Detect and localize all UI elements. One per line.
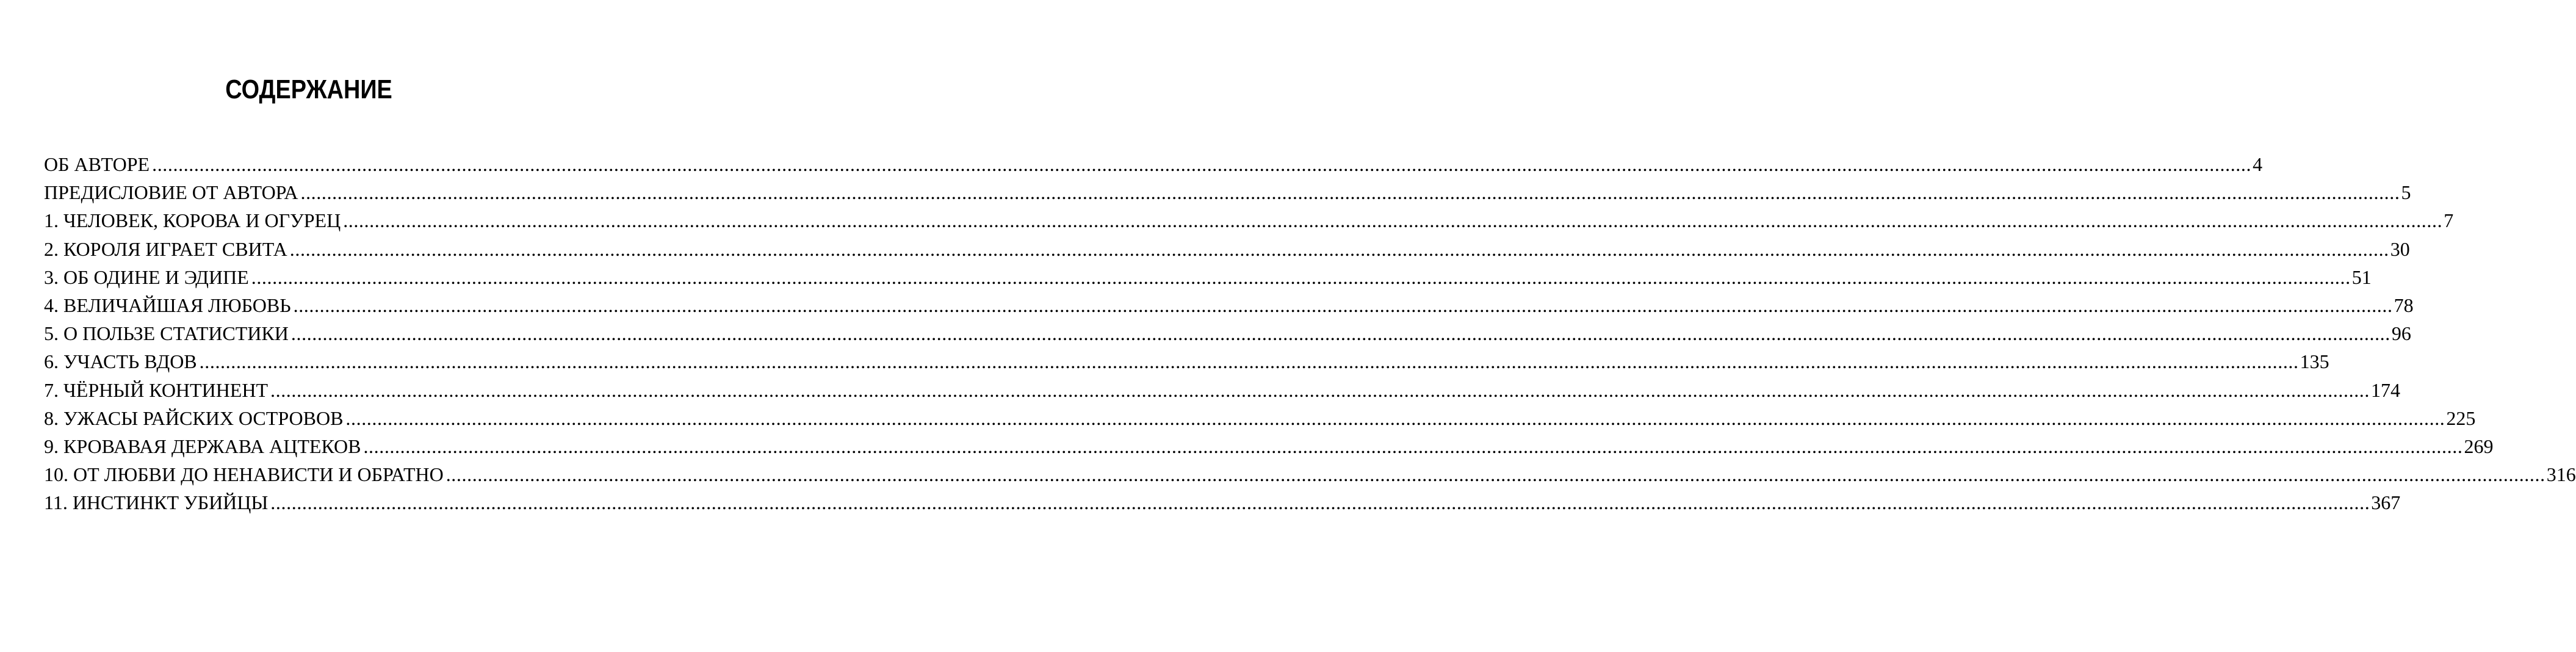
toc-entry-title: ПРЕДИСЛОВИЕ ОТ АВТОРА [44,181,298,204]
toc-entry-page-number: 7 [2444,209,2454,232]
toc-entry[interactable] [44,178,2411,206]
dot-leader: ................................................................................................................................................................................................................................................................................................................................................................................................................ [363,435,2463,457]
toc-entry[interactable] [44,376,2400,404]
toc-entry[interactable] [44,460,2576,488]
toc-entry-page-number: 96 [2391,322,2411,345]
toc-entry[interactable] [44,432,2494,460]
toc-entry-page-number: 367 [2371,491,2401,514]
toc-entry-page-number: 4 [2253,153,2263,175]
toc-entry-title: 3. ОБ ОДИНЕ И ЭДИПЕ [44,266,249,288]
toc-entry[interactable] [44,235,2410,263]
toc-entry-title: 10. ОТ ЛЮБВИ ДО НЕНАВИСТИ И ОБРАТНО [44,463,444,486]
dot-leader: ................................................................................................................................................................................................................................................................................................................................................................................................................ [152,153,2252,175]
dot-leader: ................................................................................................................................................................................................................................................................................................................................................................................................................ [343,209,2443,232]
toc-entry[interactable] [44,150,2263,178]
toc-entry-page-number: 174 [2371,379,2400,401]
toc-entry-title: 6. УЧАСТЬ ВДОВ [44,350,197,373]
toc-entry-page-number: 269 [2464,435,2494,457]
toc-entry-title: 1. ЧЕЛОВЕК, КОРОВА И ОГУРЕЦ [44,209,341,232]
toc-entry[interactable] [44,319,2411,347]
dot-leader: ................................................................................................................................................................................................................................................................................................................................................................................................................ [289,237,2389,260]
toc-entry[interactable] [44,291,2414,319]
toc-entry[interactable] [44,263,2372,291]
toc-entry-title: 7. ЧЁРНЫЙ КОНТИНЕНТ [44,379,268,401]
toc-entry[interactable] [44,488,2401,516]
toc-entry-title: 4. ВЕЛИЧАЙШАЯ ЛЮБОВЬ [44,294,291,316]
toc-entry-page-number: 5 [2401,181,2411,204]
toc-entry-page-number: 316 [2546,463,2576,486]
toc-entry-title: 9. КРОВАВАЯ ДЕРЖАВА АЦТЕКОВ [44,435,361,457]
toc-entry-title: 11. ИНСТИНКТ УБИЙЦЫ [44,491,269,514]
toc-entry-page-number: 135 [2300,350,2329,373]
dot-leader: ................................................................................................................................................................................................................................................................................................................................................................................................................ [290,322,2390,345]
toc-entry[interactable] [44,347,2329,375]
dot-leader: ................................................................................................................................................................................................................................................................................................................................................................................................................ [293,294,2393,316]
toc-entry-title: ОБ АВТОРЕ [44,153,150,175]
toc-entry-page-number: 30 [2390,237,2410,260]
toc-entry-page-number: 51 [2351,266,2372,288]
toc-entry-title: 5. О ПОЛЬЗЕ СТАТИСТИКИ [44,322,289,345]
table-of-contents [44,150,2576,516]
dot-leader: ................................................................................................................................................................................................................................................................................................................................................................................................................ [345,407,2445,429]
toc-entry-title: 2. КОРОЛЯ ИГРАЕТ СВИТА [44,237,287,260]
dot-leader: ................................................................................................................................................................................................................................................................................................................................................................................................................ [251,266,2351,288]
toc-entry-page-number: 225 [2446,407,2476,429]
toc-entry-page-number: 78 [2394,294,2414,316]
dot-leader: ................................................................................................................................................................................................................................................................................................................................................................................................................ [446,463,2545,486]
toc-entry[interactable] [44,206,2454,234]
page-title: СОДЕРЖАНИЕ [225,74,392,104]
toc-entry-title: 8. УЖАСЫ РАЙСКИХ ОСТРОВОВ [44,407,344,429]
dot-leader: ................................................................................................................................................................................................................................................................................................................................................................................................................ [270,491,2370,514]
toc-entry[interactable] [44,404,2476,432]
dot-leader: ................................................................................................................................................................................................................................................................................................................................................................................................................ [300,181,2400,204]
dot-leader: ................................................................................................................................................................................................................................................................................................................................................................................................................ [270,379,2370,401]
dot-leader: ................................................................................................................................................................................................................................................................................................................................................................................................................ [199,350,2299,373]
